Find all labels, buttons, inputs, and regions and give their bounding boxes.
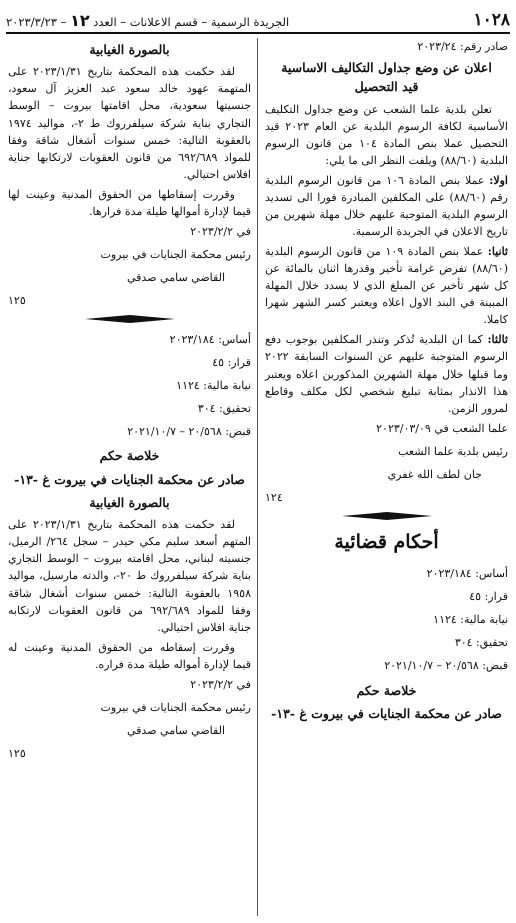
ref-decision: قرار: ٤٥ — [469, 590, 508, 604]
separator-ornament — [8, 315, 251, 323]
judge-signature — [8, 676, 251, 739]
ref-basis: أساس: ٢٠٢٣/١٨٤ — [426, 567, 508, 581]
ref-decision: قرار: ٤٥ — [212, 356, 251, 370]
issued-number: صادر رقم: ٢٠٢٣/٢٤ — [417, 40, 508, 53]
item-label: ثانيا: — [487, 245, 508, 259]
court-title: صادر عن محكمة الجنايات في بيروت غ -١٣- — [271, 705, 502, 721]
notice-item-1 — [265, 172, 508, 240]
notice-title-line-2: قيد التحصيل — [354, 79, 419, 95]
judge-signature — [8, 223, 251, 286]
judge-name: القاضي سامي صدقي — [127, 723, 225, 737]
court-title: صادر عن محكمة الجنايات في بيروت غ -١٣- — [14, 471, 245, 487]
judge-name: القاضي سامي صدقي — [127, 270, 225, 284]
ruling-text: لقد حكمت هذه المحكمة بتاريخ ٢٠٢٣/١/٣١ على المتهمة عهود خالد سعود عبد العزيز آل سعود، جنسيتها سعودية، محل اقامتها بيروت – الوسط التجاري بناية شركة سيلفرروك ط ٢-، مواليد ١٩٧٤ بالعقوبة التالية: خمس سنوات أشغال شاقة وفقا للمواد ٦٩٢/٦٨٩ من قانون العقوبات لارتكابها جناية افلاس احتيالي. — [8, 65, 251, 181]
notice-number: ١٢٥ — [8, 293, 26, 307]
ruling-date: في ٢٠٢٣/٢/٢ — [190, 677, 251, 691]
notice-number: ١٢٤ — [265, 490, 283, 504]
separator-ornament — [265, 512, 508, 520]
rights-text: وقررت إسقاطها من الحقوق المدنية وعينت لها قيما لإدارة أموالها طيلة مدة فرارها. — [8, 187, 251, 218]
ref-prosecution: نيابة مالية: ١١٢٤ — [433, 613, 508, 627]
sign-title: رئيس بلدية علما الشعب — [398, 444, 508, 458]
ruling-date: في ٢٠٢٣/٢/٢ — [190, 224, 251, 238]
column-divider — [257, 38, 258, 916]
notice-item-2 — [265, 243, 508, 328]
item-text: عملا بنص المادة ١٠٦ من قانون الرسوم البلدية رقم (٨٨/٦٠) على المكلفين المبادرة فورا الى تسديد الرسوم البلدية المتوجبة عليهم خلال مهلة شهرين من تاريخ الاعلان في الجريدة الرسمية. — [265, 173, 508, 239]
issue-number: ١٢ — [70, 11, 90, 30]
judge-title: رئيس محكمة الجنايات في بيروت — [100, 700, 251, 714]
gazette-title — [6, 11, 289, 30]
judge-title: رئيس محكمة الجنايات في بيروت — [100, 247, 251, 261]
right-column — [265, 38, 508, 727]
ref-prosecution: نيابة مالية: ١١٢٤ — [176, 379, 251, 393]
case-reference — [265, 565, 508, 674]
summary-title: خلاصة حكم — [356, 682, 417, 698]
page-number: ١٠٢٨ — [473, 10, 510, 30]
notice-title-line-1: اعلان عن وضع جداول التكاليف الاساسية — [281, 60, 492, 76]
notice-item-3 — [265, 331, 508, 416]
ref-basis: أساس: ٢٠٢٣/١٨٤ — [169, 332, 251, 346]
municipality-signature — [265, 420, 508, 483]
item-text: كما ان البلدية تُذكر وتنذر المكلفين بوجوب دفع الرسوم المتوجبة عليهم عن السنوات السابقة ٢٠٢٢ وما قبلها خلال مهلة الشهرين المذكورين اعلاه ويعتبر هذا الانذار بمثابة تبليغ شخصي لكل مكلف وقاطع لمرور الزمن. — [265, 333, 508, 415]
rights-text: وقررت إسقاطه من الحقوق المدنية وعينت له قيما لإدارة أمواله طيلة مدة فراره. — [8, 640, 251, 671]
item-text: عملا بنص المادة ١٠٩ من قانون الرسوم البلدية (٨٨/٦٠) تفرض غرامة تأخير وقدرها اثنان بالمائة عن كل شهر تأخير عن المبلغ الذي لا يسدد خلال المهلة المبينة في البند الاول اعلاه ويعتبر كسر الشهر شهرا كاملا. — [265, 245, 508, 327]
notice-title — [265, 58, 508, 97]
in-absentia-heading: بالصورة الغيابية — [89, 42, 170, 57]
case-reference — [8, 331, 251, 440]
page-header — [6, 6, 510, 34]
ref-investigation: تحقيق: ٣٠٤ — [454, 636, 508, 650]
sign-date: علما الشعب في ٢٠٢٣/٠٣/٠٩ — [376, 421, 508, 435]
notice-intro: تعلن بلدية علما الشعب عن وضع جداول التكليف الأساسية لكافة الرسوم البلدية عن العام ٢٠٢٣ قيد التحصيل عملا بنص المادة ١٠٤ من قانون الرسوم البلدية (٨٨/٦٠) ويلفت النظر الى ما يلي: — [265, 102, 508, 167]
in-absentia-heading: بالصورة الغيابية — [89, 494, 170, 510]
summary-title: خلاصة حكم — [99, 448, 160, 464]
ref-arrest: قبض: ٢٠/٥٦٨ – ٢٠٢١/١٠/٧ — [384, 659, 508, 673]
notice-number: ١٢٥ — [8, 746, 26, 760]
sign-name: جان لطف الله غفري — [387, 467, 482, 481]
issue-date: – ٢٠٢٣/٣/٢٣ — [6, 15, 67, 29]
section-title: أحكام قضائية — [334, 530, 439, 553]
left-column — [8, 38, 251, 766]
item-label: اولا: — [489, 173, 508, 187]
ref-investigation: تحقيق: ٣٠٤ — [197, 402, 251, 416]
ruling-text: لقد حكمت هذه المحكمة بتاريخ ٢٠٢٣/١/٣١ على المتهم أسعد سليم مكي حيدر – سجل ٢٦٤/ الرميل، جنسيته لبناني، محل اقامته بيروت – الوسط التجاري بناية شركة سيلفرروك ط ٢٠-، والدته مارسيل، مواليد ١٩٥٨ بالعقوبة التالية: خمس سنوات أشغال شاقة وفقا للمواد ٦٩٢/٦٨٩ من قانون العقوبات لارتكابه جناية افلاس احتيالي. — [8, 518, 251, 634]
ref-arrest: قبض: ٢٠/٥٦٨ – ٢٠٢١/١٠/٧ — [127, 425, 251, 439]
gazette-title-prefix: الجريدة الرسمية – قسم الاعلانات – العدد — [93, 15, 290, 29]
item-label: ثالثا: — [487, 333, 508, 347]
